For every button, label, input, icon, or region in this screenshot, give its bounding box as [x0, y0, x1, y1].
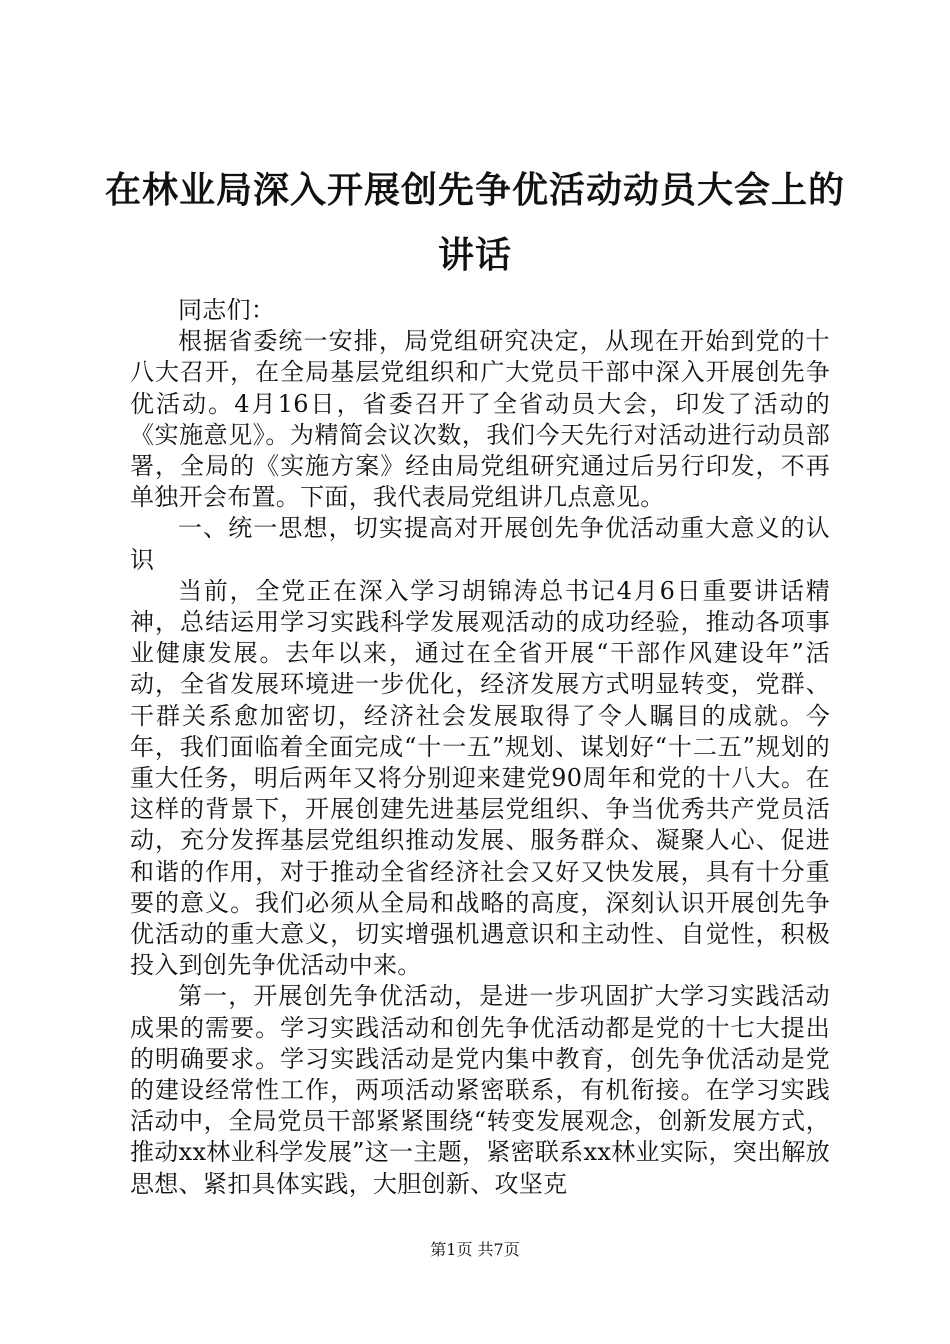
document-body	[130, 295, 830, 1200]
paragraph-first-point: 第一，开展创先争优活动，是进一步巩固扩大学习实践活动成果的需要。学习实践活动和创先争优活动都是党的十七大提出的明确要求。学习实践活动是党内集中教育，创先争优活动是党的建设经常性工作，两项活动紧密联系，有机衔接。在学习实践活动中，全局党员干部紧紧围绕“转变发展观念，创新发展方式，推动xx林业科学发展”这一主题，紧密联系xx林业实际，突出解放思想、紧扣具体实践，大胆创新、攻坚克	[130, 982, 830, 1198]
page-footer: 第1页 共7页	[430, 1240, 520, 1259]
title-line-2: 讲话	[437, 235, 512, 276]
section-heading-1: 一、统一思想，切实提高对开展创先争优活动重大意义的认识	[130, 514, 830, 574]
salutation: 同志们：	[178, 296, 276, 324]
paragraph-intro: 根据省委统一安排，局党组研究决定，从现在开始到党的十八大召开，在全局基层党组织和广大党员干部中深入开展创先争优活动。4月16日，省委召开了全省动员大会，印发了活动的《实施意见》。为精简会议次数，我们今天先行对活动进行动员部署，全局的《实施方案》经由局党组研究通过后另行印发，不再单独开会布置。下面，我代表局党组讲几点意见。	[130, 327, 830, 512]
paragraph-background: 当前，全党正在深入学习胡锦涛总书记4月6日重要讲话精神，总结运用学习实践科学发展观活动的成功经验，推动各项事业健康发展。去年以来，通过在全省开展“干部作风建设年”活动，全省发展环境进一步优化，经济发展方式明显转变，党群、干群关系愈加密切，经济社会发展取得了令人瞩目的成就。今年，我们面临着全面完成“十一五”规划、谋划好“十二五”规划的重大任务，明后两年又将分别迎来建党90周年和党的十八大。在这样的背景下，开展创建先进基层党组织、争当优秀共产党员活动，充分发挥基层党组织推动发展、服务群众、凝聚人心、促进和谐的作用，对于推动全省经济社会又好又快发展，具有十分重要的意义。我们必须从全局和战略的高度，深刻认识开展创先争优活动的重大意义，切实增强机遇意识和主动性、自觉性，积极投入到创先争优活动中来。	[130, 576, 830, 980]
document-title	[100, 158, 850, 288]
title-line-1: 在林业局深入开展创先争优活动动员大会上的	[104, 170, 845, 211]
